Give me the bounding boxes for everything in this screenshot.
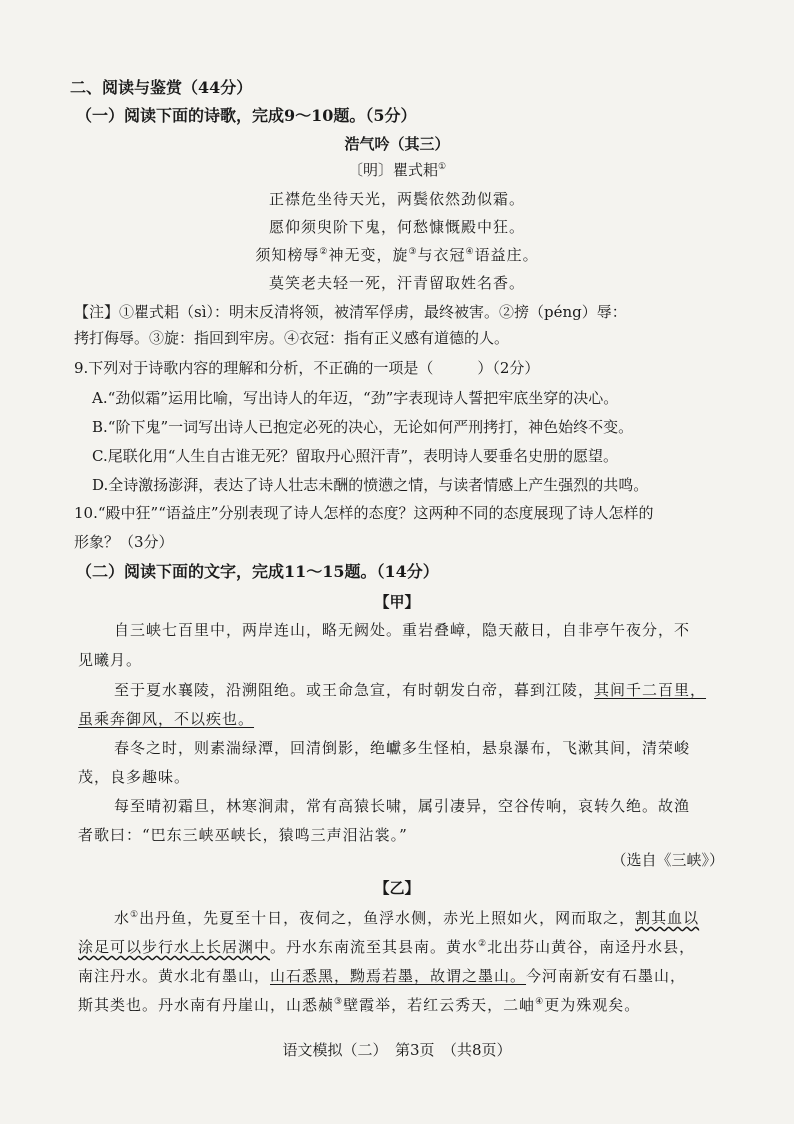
passage-line: 虽乘奔御风，不以疾也。 [78,710,255,728]
passage-line: 茂，良多趣味。 [78,768,191,786]
poem-note: 【注】①瞿式耜（sì）：明末反清将领，被清军俘虏，最终被害。②搒（péng）辱： [74,303,627,321]
passage-line: 春冬之时，则素湍绿潭，回清倒影，绝巘多生怪柏，悬泉瀑布，飞漱其间，清荣峻 [114,739,691,757]
part2-heading: （二）阅读下面的文字，完成11～15题。（14分） [76,562,439,581]
poem-title: 浩气吟（其三） [344,135,450,153]
poem-author: 〔明〕瞿式耜① [347,161,447,179]
poem-line: 莫笑老夫轻一死，汗青留取姓名香。 [268,274,525,292]
option-c: C.尾联化用“人生自古谁无死？留取丹心照汗青”，表明诗人要垂名史册的愿望。 [92,447,619,465]
option-a: A.“劲似霜”运用比喻，写出诗人的年迈，“劲”字表现诗人誓把牢底坐穿的决心。 [92,389,619,407]
passage-jia-label: 【甲】 [374,593,420,611]
passage-line: 南注丹水。黄水北有墨山，山石悉黑，黝焉若墨，故谓之墨山。今河南新安有石墨山， [78,967,687,985]
poem-line: 愿仰须臾阶下鬼，何愁慷慨殿中狂。 [268,218,525,236]
poem-line: 正襟危坐待天光，两鬓依然劲似霜。 [268,190,525,208]
part1-heading: （一）阅读下面的诗歌，完成9～10题。（5分） [76,106,417,125]
question-10: 10.“殿中狂”“语益庄”分别表现了诗人怎样的态度？这两种不同的态度展现了诗人怎样的 [74,504,654,522]
passage-line: 者歌曰：“巴东三峡巫峡长，猿鸣三声泪沾裳。” [78,826,408,844]
poem-note: 拷打侮辱。③旋：指回到牢房。④衣冠：指有正义感有道德的人。 [74,329,510,347]
passage-line: 自三峡七百里中，两岸连山，略无阙处。重岩叠嶂，隐天蔽日，自非亭午夜分，不 [114,621,691,639]
page-footer: 语文模拟（二） 第3页 （共8页） [282,1041,512,1059]
passage-line: 至于夏水襄陵，沿溯阻绝。或王命急宣，有时朝发白帝，暮到江陵，其间千二百里， [114,681,707,699]
question-10-cont: 形象？（3分） [74,533,174,551]
passage-line: 每至晴初霜旦，林寒涧肃，常有高猿长啸，属引凄异，空谷传响，哀转久绝。故渔 [114,797,691,815]
passage-yi-label: 【乙】 [374,879,420,897]
passage-line: 水①出丹鱼，先夏至十日，夜伺之，鱼浮水侧，赤光上照如火，网而取之，割其血以 [114,909,700,927]
passage-line: 涂足可以步行水上长居渊中。丹水东南流至其县南。黄水②北出芬山黄谷，南迳丹水县， [78,938,696,956]
passage-line: 斯其类也。丹水南有丹崖山，山悉赪③壁霞举，若红云秀天，二岫④更为殊观矣。 [78,996,641,1014]
passage-source: （选自《三峡》） [611,851,724,869]
poem-line: 须知榜辱②神无变，旋③与衣冠④语益庄。 [255,246,539,264]
question-9: 9.下列对于诗歌内容的理解和分析，不正确的一项是（ ）（2分） [74,359,540,377]
option-d: D.全诗激扬澎湃，表达了诗人壮志未酬的愤懑之情，与读者情感上产生强烈的共鸣。 [92,476,649,494]
option-b: B.“阶下鬼”一词写出诗人已抱定必死的决心，无论如何严刑拷打，神色始终不变。 [92,418,634,436]
passage-line: 见曦月。 [78,651,143,669]
section-title: 二、阅读与鉴赏（44分） [70,78,253,97]
